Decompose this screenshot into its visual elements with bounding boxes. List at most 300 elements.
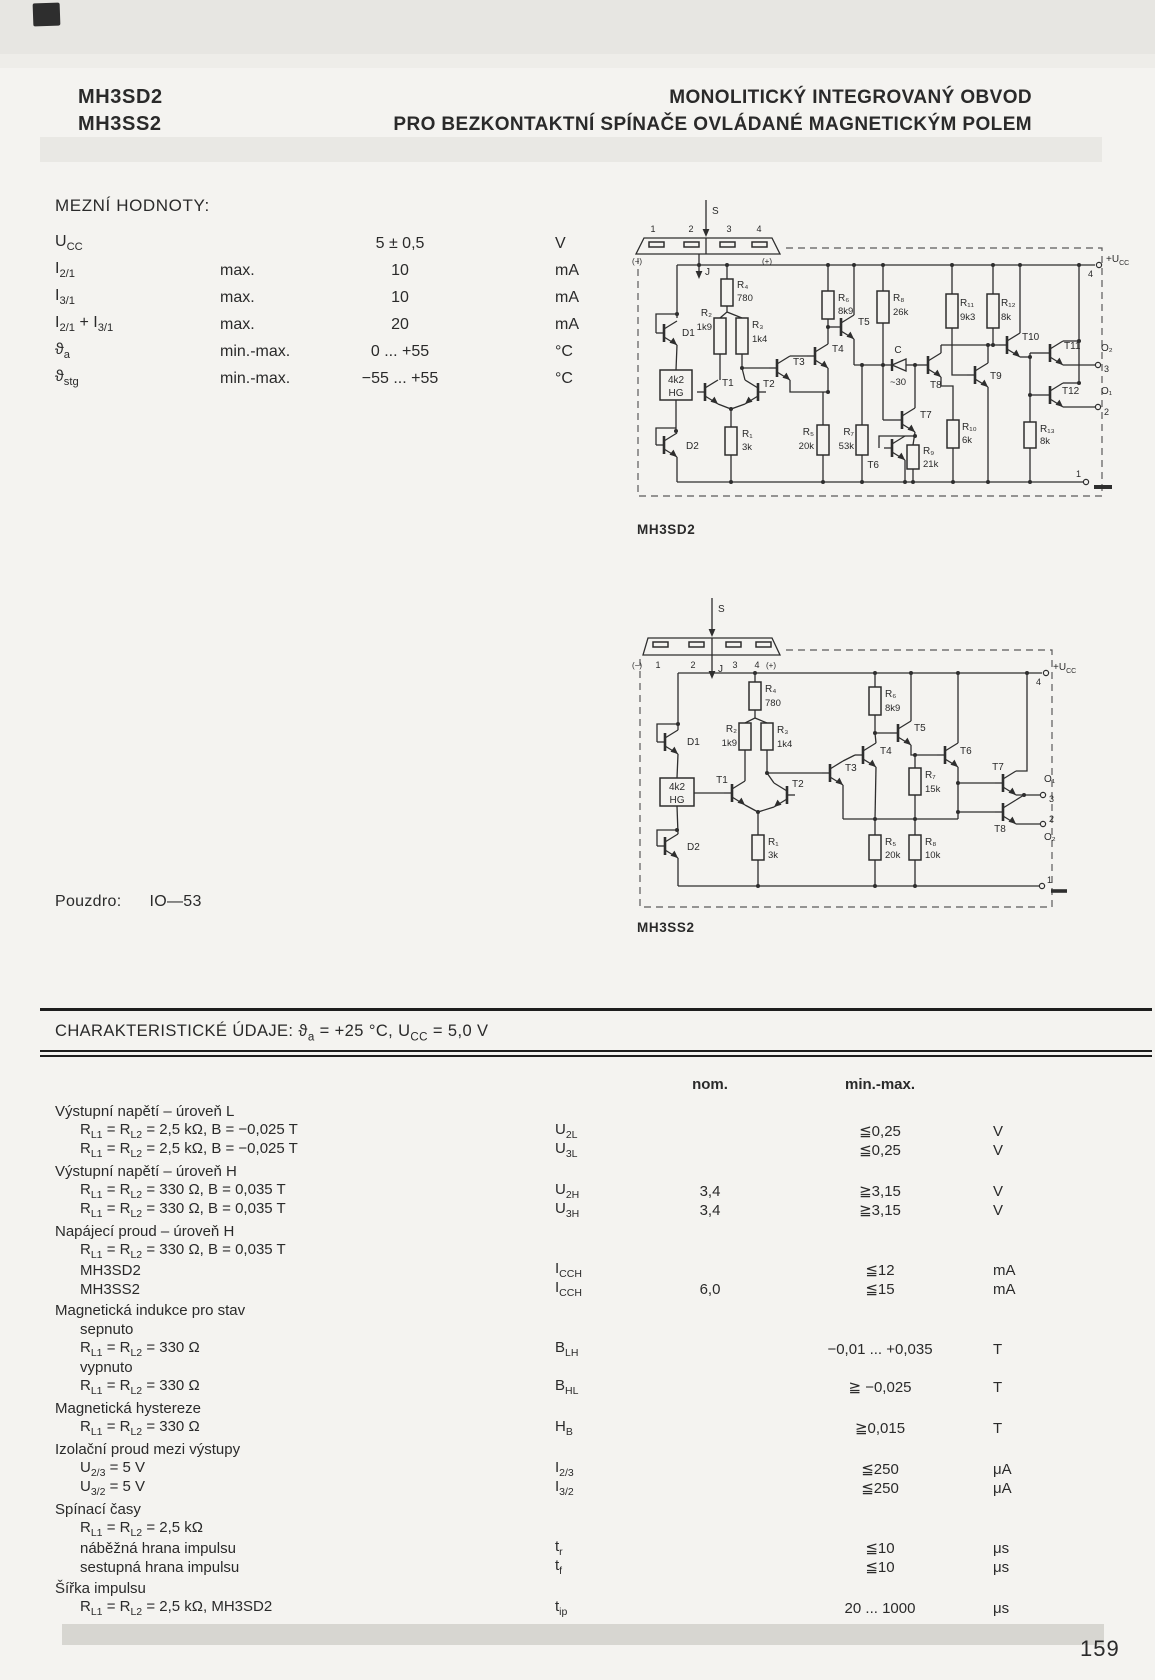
rule-top bbox=[40, 1008, 1152, 1011]
row-symbol: $U_{2L}$ bbox=[555, 1121, 578, 1141]
char-group bbox=[55, 1102, 1130, 1121]
r4-name: R₄ bbox=[765, 684, 777, 695]
char-group bbox=[55, 1222, 1130, 1241]
gnd-pin-number: 1 bbox=[1076, 469, 1082, 479]
row-condition: $U_{2/3} = 5$ V bbox=[80, 1459, 146, 1479]
char-row bbox=[55, 1181, 1130, 1200]
r5-name: R₅ bbox=[885, 837, 897, 848]
row-unit: T bbox=[993, 1378, 1003, 1396]
row-condition: $R_{L1} = R_{L2} = 2,5$ kΩ, B = −0,025 T bbox=[80, 1140, 298, 1160]
row-condition: $R_{L1} = R_{L2} = 2,5$ kΩ, B = −0,025 T bbox=[80, 1121, 298, 1141]
row-symbol: $I_{2/3}$ bbox=[555, 1459, 574, 1479]
d1-label: D1 bbox=[682, 328, 695, 339]
capacitor-c bbox=[884, 345, 912, 388]
r6-name: R₆ bbox=[838, 293, 850, 304]
resistor-r7 bbox=[839, 425, 868, 455]
d2-label: D2 bbox=[686, 441, 699, 452]
limit-qualifier: min.-max. bbox=[220, 369, 291, 387]
minus-label: (−) bbox=[632, 257, 642, 266]
row-condition: sepnuto bbox=[80, 1321, 134, 1338]
row-condition: $R_{L1} = R_{L2} = 2,5$ kΩ bbox=[80, 1519, 203, 1539]
row-condition: sestupná hrana impulsu bbox=[80, 1558, 240, 1576]
ucc-pin-number: 4 bbox=[1088, 269, 1094, 279]
t2-label: T2 bbox=[763, 379, 775, 390]
resistor-r6 bbox=[822, 291, 853, 319]
r4-value: 780 bbox=[765, 698, 781, 709]
transistor-t4 bbox=[807, 344, 844, 368]
transistor-t6 bbox=[867, 436, 905, 471]
char-group bbox=[55, 1399, 1130, 1418]
r7-name: R₇ bbox=[843, 427, 854, 438]
r8-name: R₈ bbox=[925, 837, 937, 848]
d2-label: D2 bbox=[687, 842, 700, 853]
r5-name: R₅ bbox=[802, 427, 814, 438]
t1-label: T1 bbox=[722, 378, 734, 389]
row-condition: $R_{L1} = R_{L2} = 330$ Ω, B = 0,035 T bbox=[80, 1241, 286, 1261]
title-line-2: PRO BEZKONTAKTNÍ SPÍNAČE OVLÁDANÉ MAGNETICKÝM POLEM bbox=[393, 114, 1032, 135]
limit-qualifier: max. bbox=[220, 315, 255, 333]
c-value: ~30 bbox=[889, 377, 907, 388]
limit-value: 20 bbox=[391, 315, 409, 333]
output-o1-pin bbox=[1095, 386, 1112, 417]
limit-param: $ϑ_{stg}$ bbox=[55, 368, 79, 389]
limit-row bbox=[55, 284, 675, 311]
hall-generator-block bbox=[660, 778, 694, 806]
limit-param: $U_{CC}$ bbox=[55, 233, 83, 254]
gnd-pin-number: 1 bbox=[1047, 875, 1053, 885]
row-symbol: $U_{3L}$ bbox=[555, 1140, 578, 1160]
char-row bbox=[55, 1598, 1130, 1617]
char-subrow bbox=[55, 1519, 1130, 1538]
char-row bbox=[55, 1459, 1130, 1478]
transistor-t6 bbox=[937, 743, 972, 767]
row-unit: mA bbox=[993, 1261, 1016, 1279]
scan-band-top-fade bbox=[0, 54, 1155, 68]
char-subrow bbox=[55, 1358, 1130, 1377]
resistor-r1 bbox=[725, 427, 753, 455]
resistor-r11 bbox=[946, 294, 975, 328]
ucc-pin-number: 4 bbox=[1036, 677, 1042, 687]
package-line bbox=[55, 893, 202, 911]
pin3-label: 3 bbox=[726, 224, 732, 234]
transistor-d2 bbox=[656, 433, 699, 457]
row-unit: μA bbox=[993, 1460, 1012, 1478]
r1-value: 3k bbox=[742, 442, 753, 453]
rule-double-b bbox=[40, 1055, 1152, 1057]
schematic2-caption: MH3SS2 bbox=[637, 920, 695, 935]
r12-value: 8k bbox=[1001, 312, 1012, 323]
resistor-r5 bbox=[799, 425, 829, 455]
hg-name: HG bbox=[668, 388, 684, 399]
resistor-r4 bbox=[749, 682, 781, 710]
o1-label: O₁ bbox=[1101, 386, 1113, 397]
t7-label: T7 bbox=[992, 762, 1004, 773]
hall-generator-block bbox=[660, 370, 692, 400]
transistor-t3 bbox=[769, 356, 805, 380]
t8-label: T8 bbox=[994, 824, 1006, 835]
resistor-r13 bbox=[1024, 422, 1055, 448]
pin3-out-label: 3 bbox=[1049, 794, 1055, 804]
current-j-label: J bbox=[718, 664, 723, 675]
char-subrow bbox=[55, 1320, 1130, 1339]
limit-value: −55 ... +55 bbox=[361, 369, 439, 387]
pin3-label: 3 bbox=[732, 660, 738, 670]
row-unit: V bbox=[993, 1182, 1004, 1200]
r1-name: R₁ bbox=[742, 429, 753, 440]
resistor-r1 bbox=[752, 835, 779, 861]
schematic1-caption: MH3SD2 bbox=[637, 522, 696, 537]
row-minmax: ≦250 bbox=[861, 1461, 899, 1478]
r13-name: R₁₃ bbox=[1040, 424, 1055, 435]
field-s-label: S bbox=[718, 604, 725, 615]
transistor-t11 bbox=[1042, 341, 1081, 365]
r7-value: 15k bbox=[925, 784, 941, 795]
ucc-label: $+U_{CC}$ bbox=[1106, 254, 1130, 267]
pin3-out-label: 3 bbox=[1104, 364, 1110, 374]
t3-label: T3 bbox=[845, 763, 857, 774]
resistor-r12 bbox=[987, 294, 1016, 328]
output-o1-pin bbox=[1040, 774, 1055, 804]
transistor-d2 bbox=[657, 834, 700, 858]
ucc-label: $+U_{CC}$ bbox=[1053, 662, 1077, 675]
limit-row bbox=[55, 338, 675, 365]
limit-param: $I_{2/1}$ bbox=[55, 260, 76, 281]
transistor-t1 bbox=[716, 775, 745, 805]
char-row bbox=[55, 1339, 1130, 1358]
s-arrow-icon bbox=[709, 629, 716, 637]
limit-value: 10 bbox=[391, 261, 409, 279]
row-minmax: ≧ −0,025 bbox=[848, 1379, 912, 1396]
s-arrow-icon bbox=[703, 229, 710, 237]
ucc-pin bbox=[1088, 254, 1129, 279]
row-nom: 3,4 bbox=[699, 1201, 721, 1219]
row-minmax: ≦10 bbox=[865, 1540, 895, 1557]
limit-unit: °C bbox=[555, 369, 573, 387]
resistor-r4 bbox=[721, 279, 753, 306]
resistor-r9 bbox=[907, 445, 939, 470]
current-j-label: J bbox=[705, 267, 710, 278]
col-header-nom: nom. bbox=[692, 1075, 728, 1093]
page-number: 159 bbox=[1080, 1636, 1120, 1661]
row-condition: $R_{L1} = R_{L2} = 330$ Ω bbox=[80, 1418, 200, 1438]
o2-label: O₂ bbox=[1044, 832, 1056, 843]
row-minmax: ≧0,015 bbox=[854, 1420, 906, 1437]
c-label: C bbox=[894, 345, 902, 356]
r12-name: R₁₂ bbox=[1001, 298, 1016, 309]
r7-value: 53k bbox=[838, 441, 854, 452]
limit-value: 10 bbox=[391, 288, 409, 306]
circuit-wires bbox=[657, 673, 1042, 886]
row-nom: 3,4 bbox=[699, 1182, 721, 1200]
r4-name: R₄ bbox=[737, 280, 749, 291]
r3-name: R₃ bbox=[777, 725, 789, 736]
r8-value: 26k bbox=[893, 307, 909, 318]
char-header-row bbox=[55, 1072, 1130, 1096]
scan-band-bottom bbox=[62, 1624, 1104, 1645]
r8-name: R₈ bbox=[893, 293, 905, 304]
limit-row bbox=[55, 311, 675, 338]
t11-label: T11 bbox=[1064, 341, 1081, 352]
field-s-label: S bbox=[712, 206, 719, 217]
t2-label: T2 bbox=[792, 779, 804, 790]
row-nom: 6,0 bbox=[699, 1280, 721, 1298]
r1-name: R₁ bbox=[768, 837, 779, 848]
t5-label: T5 bbox=[858, 317, 870, 328]
ic-boundary bbox=[640, 650, 1055, 907]
t7-label: T7 bbox=[920, 410, 932, 421]
row-condition: $R_{L1} = R_{L2} = 330$ Ω bbox=[80, 1377, 200, 1397]
r9-value: 21k bbox=[923, 459, 939, 470]
o1-label: O₁ bbox=[1044, 774, 1056, 785]
row-minmax: −0,01 ... +0,035 bbox=[827, 1340, 933, 1358]
t6-label: T6 bbox=[867, 460, 879, 471]
transistor-t7 bbox=[992, 762, 1016, 795]
limit-qualifier: min.-max. bbox=[220, 342, 291, 360]
ground-pin bbox=[1076, 469, 1112, 487]
row-minmax: ≦10 bbox=[865, 1559, 895, 1576]
row-condition: $U_{3/2} = 5$ V bbox=[80, 1478, 146, 1498]
pin2-label: 2 bbox=[688, 224, 694, 234]
resistor-r7 bbox=[909, 768, 941, 795]
resistor-r3 bbox=[736, 318, 767, 354]
r2-value: 1k9 bbox=[721, 738, 737, 749]
row-unit: V bbox=[993, 1122, 1004, 1140]
j-arrow-icon bbox=[696, 271, 703, 279]
char-group bbox=[55, 1301, 1130, 1320]
transistor-d1 bbox=[656, 321, 695, 345]
group-label: Napájecí proud – úroveň H bbox=[55, 1223, 235, 1240]
r2-value: 1k9 bbox=[696, 322, 712, 333]
resistor-r10 bbox=[947, 420, 977, 448]
d1-label: D1 bbox=[687, 737, 700, 748]
row-symbol: $U_{2H}$ bbox=[555, 1181, 580, 1201]
r3-name: R₃ bbox=[752, 320, 764, 331]
row-minmax: 20 ... 1000 bbox=[844, 1599, 916, 1617]
transistor-t9 bbox=[967, 363, 1002, 387]
title-line-1: MONOLITICKÝ INTEGROVANÝ OBVOD bbox=[669, 87, 1032, 108]
group-label: Spínací časy bbox=[55, 1501, 141, 1518]
t6-label: T6 bbox=[960, 746, 972, 757]
transistor-t4 bbox=[855, 743, 892, 767]
row-symbol: $t_r$ bbox=[555, 1538, 563, 1558]
group-label: Výstupní napětí – úroveň H bbox=[55, 1163, 237, 1180]
pin2-out-label: 2 bbox=[1104, 407, 1110, 417]
part-number-1: MH3SD2 bbox=[78, 86, 163, 108]
transistor-t5 bbox=[890, 721, 926, 745]
t1-label: T1 bbox=[716, 775, 728, 786]
r3-value: 1k4 bbox=[777, 739, 793, 750]
pin4-label: 4 bbox=[756, 224, 762, 234]
group-label: Výstupní napětí – úroveň L bbox=[55, 1103, 235, 1120]
limit-row bbox=[55, 257, 675, 284]
limit-param: $I_{2/1} + I_{3/1}$ bbox=[55, 314, 114, 335]
limit-unit: V bbox=[555, 234, 566, 252]
pin2-out-label: 2 bbox=[1049, 814, 1055, 824]
row-unit: T bbox=[993, 1419, 1003, 1437]
ucc-pin bbox=[1036, 662, 1076, 687]
char-subrow bbox=[55, 1241, 1130, 1260]
resistor-r2 bbox=[722, 723, 751, 750]
row-unit: V bbox=[993, 1201, 1004, 1219]
row-condition: MH3SD2 bbox=[80, 1261, 141, 1279]
resistor-r5 bbox=[869, 835, 901, 861]
limit-row bbox=[55, 230, 675, 257]
limit-unit: mA bbox=[555, 261, 579, 279]
t4-label: T4 bbox=[880, 746, 892, 757]
r1-value: 3k bbox=[768, 850, 779, 861]
part-number-2: MH3SS2 bbox=[78, 113, 162, 135]
row-symbol: $U_{3H}$ bbox=[555, 1200, 580, 1220]
r6-name: R₆ bbox=[885, 689, 897, 700]
r8-value: 10k bbox=[925, 850, 941, 861]
char-title: CHARAKTERISTICKÉ ÚDAJE: $ϑ_a = +25$ °C, $U_{CC} = 5,0$ V bbox=[55, 1022, 489, 1044]
package-value: IO—53 bbox=[149, 893, 202, 910]
r11-value: 9k3 bbox=[960, 312, 976, 323]
pin1-label: 1 bbox=[655, 660, 661, 670]
hg-value: 4k2 bbox=[667, 375, 685, 386]
row-condition: $R_{L1} = R_{L2} = 330$ Ω bbox=[80, 1339, 200, 1359]
r13-value: 8k bbox=[1040, 436, 1051, 447]
limit-qualifier: max. bbox=[220, 261, 255, 279]
char-row bbox=[55, 1557, 1130, 1576]
t5-label: T5 bbox=[914, 723, 926, 734]
row-unit: V bbox=[993, 1141, 1004, 1159]
transistor-t7 bbox=[894, 408, 932, 432]
r11-name: R₁₁ bbox=[960, 298, 974, 309]
row-minmax: ≦0,25 bbox=[859, 1123, 901, 1140]
limits-title: MEZNÍ HODNOTY: bbox=[55, 196, 210, 215]
characteristics-table bbox=[55, 1072, 1130, 1617]
ground-pin bbox=[1039, 875, 1067, 891]
char-row bbox=[55, 1377, 1130, 1396]
resistor-r8 bbox=[877, 291, 909, 323]
resistor-r2 bbox=[697, 308, 726, 354]
row-minmax: ≧3,15 bbox=[859, 1183, 901, 1200]
t4-label: T4 bbox=[832, 344, 844, 355]
t12-label: T12 bbox=[1062, 386, 1080, 397]
group-label: Magnetická indukce pro stav bbox=[55, 1302, 246, 1319]
o2-label: O₂ bbox=[1101, 343, 1113, 354]
r9-name: R₉ bbox=[923, 446, 935, 457]
resistor-r8 bbox=[909, 835, 941, 861]
ic-boundary bbox=[638, 248, 1102, 496]
group-label: Magnetická hystereze bbox=[55, 1400, 201, 1417]
schematic-mh3ss2 bbox=[596, 572, 1077, 917]
t10-label: T10 bbox=[1022, 332, 1040, 343]
group-label: Izolační proud mezi výstupy bbox=[55, 1441, 241, 1458]
t9-label: T9 bbox=[990, 371, 1002, 382]
limit-value: 5 ± 0,5 bbox=[375, 234, 425, 252]
row-minmax: ≧3,15 bbox=[859, 1202, 901, 1219]
plus-label: (+) bbox=[762, 257, 772, 266]
row-condition: $R_{L1} = R_{L2} = 330$ Ω, B = 0,035 T bbox=[80, 1200, 286, 1220]
pin2-label: 2 bbox=[690, 660, 696, 670]
r6-value: 8k9 bbox=[838, 306, 854, 317]
row-minmax: ≦12 bbox=[865, 1262, 895, 1279]
row-condition: $R_{L1} = R_{L2} = 2,5$ kΩ, MH3SD2 bbox=[80, 1598, 273, 1618]
row-symbol: $I_{CCH}$ bbox=[555, 1279, 582, 1299]
scan-band-top bbox=[0, 0, 1155, 54]
scan-corner-mark bbox=[33, 3, 61, 27]
pin1-label: 1 bbox=[650, 224, 656, 234]
output-o2-pin bbox=[1095, 343, 1112, 374]
row-symbol: $t_{ip}$ bbox=[555, 1598, 568, 1618]
row-unit: mA bbox=[993, 1280, 1016, 1298]
limit-unit: °C bbox=[555, 342, 573, 360]
r10-name: R₁₀ bbox=[962, 422, 977, 433]
resistor-r6 bbox=[869, 687, 900, 715]
r5-value: 20k bbox=[798, 441, 814, 452]
part-numbers bbox=[78, 84, 163, 138]
plus-label: (+) bbox=[766, 661, 776, 670]
r5-value: 20k bbox=[885, 850, 901, 861]
r7-name: R₇ bbox=[925, 770, 936, 781]
char-row bbox=[55, 1538, 1130, 1557]
char-group bbox=[55, 1579, 1130, 1598]
pin4-label: 4 bbox=[754, 660, 760, 670]
transistor-d1 bbox=[657, 730, 700, 754]
row-symbol: $I_{CCH}$ bbox=[555, 1260, 582, 1280]
char-row bbox=[55, 1279, 1130, 1298]
r3-value: 1k4 bbox=[752, 334, 768, 345]
schematic-mh3sd2 bbox=[596, 196, 1130, 508]
group-label: Šířka impulsu bbox=[55, 1580, 146, 1597]
char-row bbox=[55, 1200, 1130, 1219]
row-unit: μA bbox=[993, 1479, 1012, 1497]
char-row bbox=[55, 1478, 1130, 1497]
row-unit: μs bbox=[993, 1599, 1010, 1617]
col-header-minmax: min.-max. bbox=[844, 1075, 916, 1093]
hg-value: 4k2 bbox=[668, 782, 686, 793]
row-minmax: ≦250 bbox=[861, 1480, 899, 1497]
char-group bbox=[55, 1162, 1130, 1181]
row-minmax: ≦15 bbox=[865, 1281, 895, 1298]
row-condition: náběžná hrana impulsu bbox=[80, 1539, 236, 1557]
transistor-t12 bbox=[1042, 383, 1080, 407]
char-row bbox=[55, 1121, 1130, 1140]
transistor-t3 bbox=[822, 761, 857, 785]
limit-unit: mA bbox=[555, 315, 579, 333]
transistor-t1 bbox=[697, 378, 734, 404]
char-group bbox=[55, 1500, 1130, 1519]
resistor-r3 bbox=[761, 723, 792, 750]
output-o2-pin bbox=[1040, 814, 1055, 843]
transistor-t5 bbox=[833, 315, 870, 339]
row-unit: T bbox=[993, 1340, 1003, 1358]
page-title bbox=[393, 84, 1032, 138]
row-unit: μs bbox=[993, 1539, 1010, 1557]
transistor-t8 bbox=[920, 353, 942, 391]
r10-value: 6k bbox=[962, 435, 973, 446]
r6-value: 8k9 bbox=[885, 703, 901, 714]
char-group bbox=[55, 1440, 1130, 1459]
t3-label: T3 bbox=[793, 357, 805, 368]
limit-row bbox=[55, 365, 675, 392]
limit-values-section bbox=[55, 196, 675, 392]
junction-dots bbox=[675, 671, 1029, 888]
char-row bbox=[55, 1140, 1130, 1159]
r2-name: R₂ bbox=[725, 724, 737, 735]
limit-qualifier: max. bbox=[220, 288, 255, 306]
row-minmax: ≦0,25 bbox=[859, 1142, 901, 1159]
limit-param: $ϑ_a$ bbox=[55, 341, 70, 362]
row-condition: $R_{L1} = R_{L2} = 330$ Ω, B = 0,035 T bbox=[80, 1181, 286, 1201]
row-symbol: $B_{LH}$ bbox=[555, 1339, 579, 1359]
limit-param: $I_{3/1}$ bbox=[55, 287, 76, 308]
row-unit: μs bbox=[993, 1558, 1010, 1576]
row-symbol: $B_{HL}$ bbox=[555, 1377, 579, 1397]
package-label: Pouzdro: bbox=[55, 893, 122, 910]
